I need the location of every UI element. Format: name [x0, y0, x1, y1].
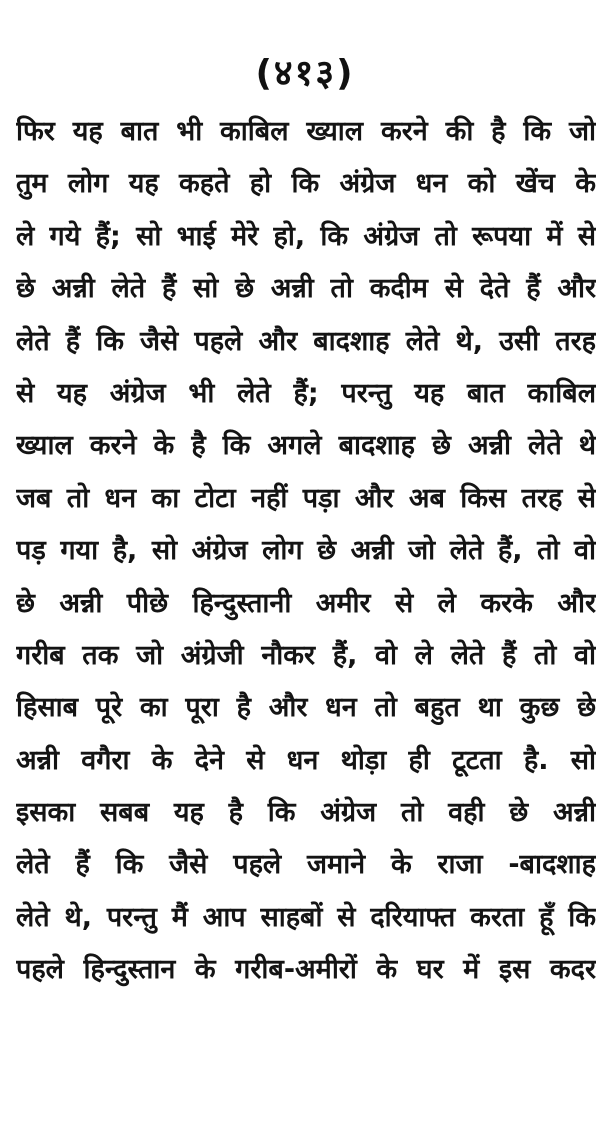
text-line: ले गये हैं; सो भाई मेरे हो, कि अंग्रेज तो रूपया में से	[16, 220, 596, 252]
text-line: छे अन्नी पीछे हिन्दुस्तानी अमीर से ले करके और	[16, 587, 596, 619]
text-line: तुम लोग यह कहते हो कि अंग्रेज धन को खेंच के	[16, 168, 596, 200]
page-number: (४१३)	[255, 53, 355, 94]
text-line: इसका सबब यह है कि अंग्रेज तो वही छे अन्नी	[16, 797, 596, 829]
text-line: फिर यह बात भी काबिल ख्याल करने की है कि जो	[16, 116, 596, 147]
text-line: जब तो धन का टोटा नहीं पड़ा और अब किस तरह से	[16, 482, 596, 514]
text-line: हिसाब पूरे का पूरा है और धन तो बहुत था कुछ छे	[16, 692, 596, 724]
text-line: ख्याल करने के है कि अगले बादशाह छे अन्नी लेते थे	[16, 430, 596, 462]
text-line: लेते हैं कि जैसे पहले जमाने के राजा -बादशाह	[16, 849, 596, 881]
text-line: अन्नी वगैरा के देने से धन थोड़ा ही टूटता है. सो	[16, 744, 596, 776]
body-text	[16, 106, 596, 997]
text-line: लेते थे, परन्तु मैं आप साहबों से दरियाफ्त करता हूँ कि	[16, 901, 596, 933]
text-line: गरीब तक जो अंग्रेजी नौकर हैं, वो ले लेते हैं तो वो	[16, 639, 596, 671]
text-line: से यह अंग्रेज भी लेते हैं; परन्तु यह बात काबिल	[16, 377, 596, 409]
text-line: पड़ गया है, सो अंग्रेज लोग छे अन्नी जो लेते हैं, तो वो	[16, 535, 596, 567]
text-line: पहले हिन्दुस्तान के गरीब-अमीरों के घर में इस कदर	[16, 954, 596, 986]
text-line: छे अन्नी लेते हैं सो छे अन्नी तो कदीम से देते हैं और	[16, 273, 596, 305]
text-line: लेते हैं कि जैसे पहले और बादशाह लेते थे, उसी तरह	[16, 325, 596, 357]
